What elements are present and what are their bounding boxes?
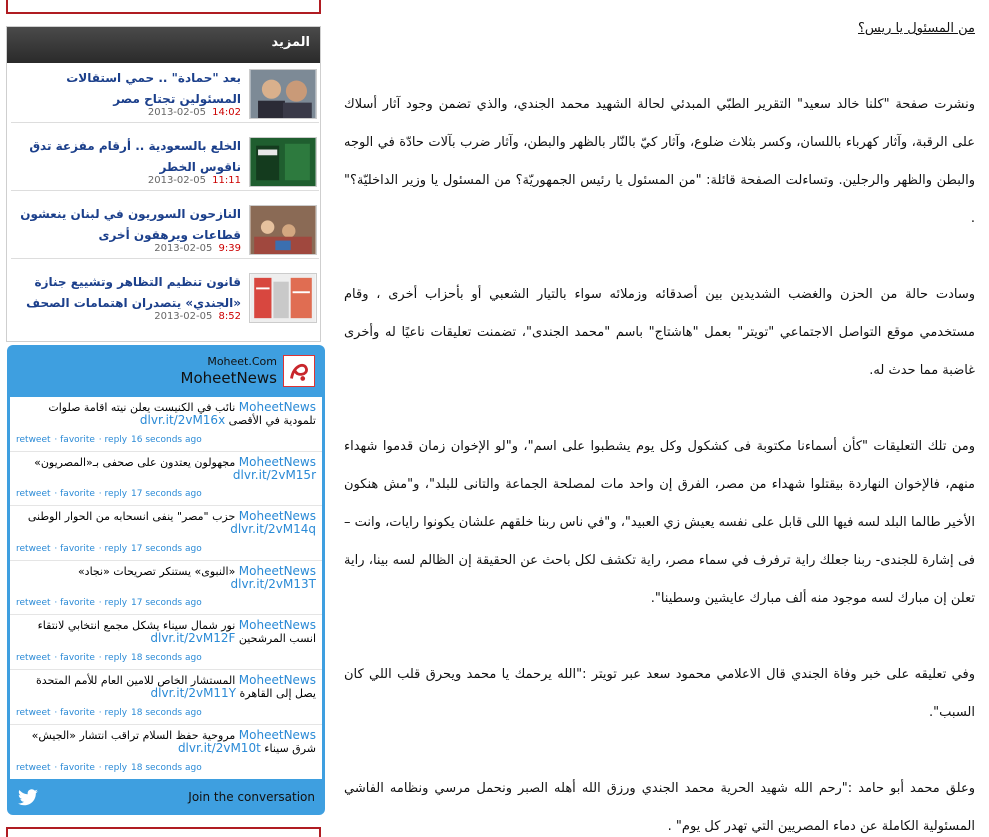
tweet xyxy=(10,725,322,779)
tweet xyxy=(10,506,322,561)
tweet-username[interactable]: MoheetNews xyxy=(238,509,316,524)
tweet-link[interactable]: dlvr.it/2vM12F xyxy=(150,631,236,646)
news-date: 2013-02-05 xyxy=(147,107,206,118)
tweet-link[interactable]: dlvr.it/2vM10t xyxy=(177,740,261,755)
news-time: 11:11 xyxy=(212,175,241,186)
tweet-link[interactable]: dlvr.it/2vM16x xyxy=(139,413,226,427)
news-headline[interactable]: الخلع بالسعودية .. أرقام مفزعة تدق ناقوس الخطر xyxy=(29,139,241,174)
retweet-link[interactable]: retweet xyxy=(16,543,51,554)
tweet-link[interactable]: dlvr.it/2vM13T xyxy=(230,576,316,591)
retweet-link[interactable]: retweet xyxy=(16,489,51,500)
tweet-actions: retweet · favorite · reply 16 seconds ago xyxy=(16,434,202,445)
favorite-link[interactable]: favorite xyxy=(60,652,95,663)
tweet-link[interactable]: dlvr.it/2vM11Y xyxy=(150,685,237,700)
reply-link[interactable]: reply xyxy=(104,434,128,445)
news-timestamp xyxy=(148,175,241,186)
article-paragraph: ونشرت صفحة "كلنا خالد سعيد" التقرير الطبّي المبدئي لحالة الشهيد محمد الجندي، والذي تضمن وجود آثار أسلاك على الرقبة، وآثار كهرباء باللسان، وكسر بثلاث ضلوع، وآثار كيّ بالنّار بالظهر والبطن، وآثار ضرب بآلات حادّة في الوجه والبطن والظهر والرجلين. وتساءلت الصفحة قائلة: "من المسئول يا رئيس الجمهوريّة؟ من المسئول يا وزير الداخليّة؟" . xyxy=(344,97,975,226)
news-time: 14:02 xyxy=(212,107,241,118)
next-widget-frame xyxy=(6,827,321,837)
news-date: 2013-02-05 xyxy=(147,175,206,186)
retweet-link[interactable]: retweet xyxy=(16,707,51,718)
article-paragraph: وفي تعليقه على خبر وفاة الجندي قال الاعلامي محمود سعد عبر تويتر :"الله يرحمك يا محمد ويحرق قلب اللي كان السبب". xyxy=(344,667,975,720)
retweet-link[interactable]: retweet xyxy=(16,763,51,774)
tweet xyxy=(10,452,322,507)
tweet-text: مروحية حفظ السلام تراقب انتشار «الجيش» شرق سيناء xyxy=(31,728,316,755)
more-news-item[interactable] xyxy=(11,133,319,191)
tweet-username[interactable]: MoheetNews xyxy=(238,727,316,742)
favorite-link[interactable]: favorite xyxy=(60,598,95,609)
more-news-item[interactable] xyxy=(11,201,319,259)
news-thumbnail[interactable] xyxy=(249,69,317,119)
tweet-username[interactable]: MoheetNews xyxy=(238,672,316,687)
news-thumbnail[interactable] xyxy=(249,205,317,255)
article-paragraph: وعلق محمد أبو حامد :"رحم الله شهيد الحرية محمد الجندي ورزق الله أهله الصبر ونحمل مرسي ونظامه الفاشي المسئولية الكاملة عن دماء المصريين التي تهدر كل يوم" . xyxy=(344,781,975,834)
tweet-time[interactable]: 17 seconds ago xyxy=(131,543,202,554)
news-timestamp xyxy=(148,107,241,118)
news-thumbnail[interactable] xyxy=(249,273,317,323)
reply-link[interactable]: reply xyxy=(104,543,128,554)
twitter-widget-footer xyxy=(7,781,325,815)
tweet-time[interactable]: 17 seconds ago xyxy=(131,489,202,500)
tweet-actions: retweet · favorite · reply 17 seconds ago xyxy=(16,598,202,609)
tweet-time[interactable]: 16 seconds ago xyxy=(131,434,202,445)
reply-link[interactable]: reply xyxy=(104,707,128,718)
article-paragraph: ومن تلك التعليقات "كأن أسماءنا مكتوبة فى كشكول وكل يوم يشطبوا على اسم"، و"لو الإخوان زمان قدموا شهداء منهم، فالإخوان النهاردة بيقتلوا شهداء من مصر، الفرق إن واحد مات لمصلحة الجماعة والتانى للبلد"، و"مش هنكون الأخير طالما البلد لسه فيها اللى قابل على نفسه يعيش زي العبيد"، و"في ناس ربنا خلقهم علشان يكونوا رايات، وانت – فى إشارة للجندى- ربنا جعلك راية ترفرف في سماء مصر، راية تكشف لكل باحث عن الحقيقة إن الظالم لسه بينا، راية تعلن إن مبارك لسه موجود منه ألف مبارك عايشين وسطينا". xyxy=(344,439,975,606)
news-headline[interactable]: قانون تنظيم التظاهر وتشييع جنازة «الجندي» يتصدران اهتمامات الصحف xyxy=(26,275,241,310)
favorite-link[interactable]: favorite xyxy=(60,489,95,500)
more-news-item[interactable] xyxy=(11,65,319,123)
reply-link[interactable]: reply xyxy=(104,598,128,609)
tweet-actions: retweet · favorite · reply 18 seconds ago xyxy=(16,707,202,718)
more-news-panel xyxy=(6,26,321,342)
retweet-link[interactable]: retweet xyxy=(16,598,51,609)
tweet-time[interactable]: 18 seconds ago xyxy=(131,707,202,718)
tweet-time[interactable]: 18 seconds ago xyxy=(131,652,202,663)
reply-link[interactable]: reply xyxy=(104,489,128,500)
join-conversation-link[interactable]: Join the conversation xyxy=(188,790,315,804)
news-timestamp xyxy=(154,311,241,322)
reply-link[interactable]: reply xyxy=(104,763,128,774)
tweet-actions: retweet · favorite · reply 17 seconds ago xyxy=(16,543,202,554)
reply-link[interactable]: reply xyxy=(104,652,128,663)
twitter-widget-header xyxy=(7,345,325,397)
tweet-actions: retweet · favorite · reply 18 seconds ago xyxy=(16,763,202,774)
favorite-link[interactable]: favorite xyxy=(60,543,95,554)
tweet-link[interactable]: dlvr.it/2vM15r xyxy=(232,467,316,482)
news-date: 2013-02-05 xyxy=(154,311,213,322)
retweet-link[interactable]: retweet xyxy=(16,434,51,445)
tweet-text: مجهولون يعتدون على صحفى بـ«المصريون» xyxy=(34,455,236,469)
news-date: 2013-02-05 xyxy=(154,243,213,254)
article-subheading: من المسئول يا ريس؟ xyxy=(858,21,975,36)
favorite-link[interactable]: favorite xyxy=(60,707,95,718)
moheet-logo-icon[interactable] xyxy=(283,355,315,387)
favorite-link[interactable]: favorite xyxy=(60,763,95,774)
news-time: 8:52 xyxy=(218,311,241,322)
tweet xyxy=(10,397,322,452)
previous-widget-frame xyxy=(6,0,321,14)
tweet-link[interactable]: dlvr.it/2vM14q xyxy=(230,522,316,537)
article-paragraph: وسادت حالة من الحزن والغضب الشديدين بين أصدقائه وزملائه سواء بالتيار الشعبي أو بأحزاب أخرى ، وقام مستخدمي موقع التواصل الاجتماعي "تويتر" بعمل "هاشتاج" باسم "محمد الجندى"، تضمنت تعليقات ناعيًا له وأخرى غاضبة مما حدث له. xyxy=(344,287,975,378)
news-time: 9:39 xyxy=(218,243,241,254)
article-body xyxy=(344,10,975,837)
news-thumbnail[interactable] xyxy=(249,137,317,187)
tweet-text: نائب في الكنيست يعلن نيته اقامة صلوات تلمودية في الأقصى xyxy=(48,401,316,427)
more-news-item[interactable] xyxy=(11,269,319,327)
tweet-time[interactable]: 18 seconds ago xyxy=(131,763,202,774)
news-timestamp xyxy=(154,243,241,254)
tweet xyxy=(10,670,322,725)
twitter-widget xyxy=(7,345,325,815)
tweet-username[interactable]: MoheetNews xyxy=(238,400,316,414)
tweet-actions: retweet · favorite · reply 18 seconds ago xyxy=(16,652,202,663)
favorite-link[interactable]: favorite xyxy=(60,434,95,445)
tweet-time[interactable]: 17 seconds ago xyxy=(131,598,202,609)
news-headline[interactable]: النازحون السوريون في لبنان ينعشون قطاعات ويرهقون أخرى xyxy=(20,207,241,242)
twitter-bird-icon[interactable] xyxy=(17,789,39,807)
tweet-username[interactable]: MoheetNews xyxy=(238,454,316,469)
tweet-text: حزب "مصر" ينفى انسحابه من الحوار الوطنى xyxy=(27,510,236,524)
tweet xyxy=(10,615,322,670)
tweet-username[interactable]: MoheetNews xyxy=(238,563,316,578)
tweet xyxy=(10,561,322,616)
tweet-text: نور شمال سيناء يشكل مجمع انتخابي لانتقاء انسب المرشحين xyxy=(37,619,316,646)
twitter-widget-subtitle[interactable]: Moheet.Com xyxy=(207,355,277,368)
retweet-link[interactable]: retweet xyxy=(16,652,51,663)
tweet-text: «النبوى» يستنكر تصريحات «نجاد» xyxy=(77,564,236,578)
twitter-widget-title[interactable]: MoheetNews xyxy=(180,369,277,387)
tweet-text: المستشار الخاص للامين العام للأمم المتحدة يصل إلى القاهرة xyxy=(36,673,316,700)
tweet-actions: retweet · favorite · reply 17 seconds ago xyxy=(16,489,202,500)
tweet-username[interactable]: MoheetNews xyxy=(238,618,316,633)
tweet-list xyxy=(10,397,322,779)
news-headline[interactable]: بعد "حمادة" .. حمي استقالات المسئولين تجتاح مصر xyxy=(66,71,241,106)
more-news-title: المزيد xyxy=(7,27,320,63)
